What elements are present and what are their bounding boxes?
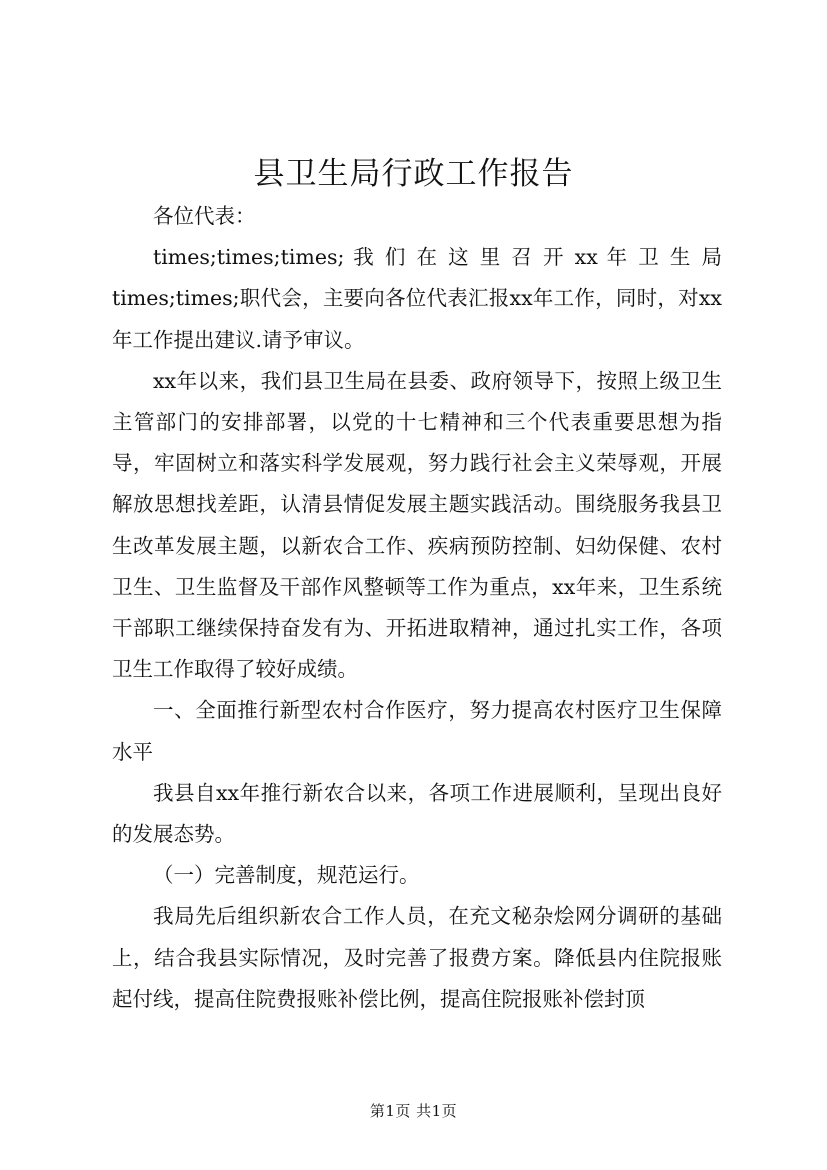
page-footer: 第1页 共1页 <box>369 1102 458 1120</box>
paragraph: 我县自xx年推行新农合以来，各项工作进展顺利，呈现出良好的发展态势。 <box>112 780 722 847</box>
paragraph: times;times;times; 我 们 在 这 里 召 开 xx 年 卫 生 局 times;times;职代会，主要向各位代表汇报xx年工作，同时，对xx年工作提出建议.请予审议。 <box>112 245 722 352</box>
section-heading: 一、全面推行新型农村合作医疗，努力提高农村医疗卫生保障水平 <box>112 698 722 764</box>
document-body <box>112 196 722 1020</box>
paragraph: 我局先后组织新农合工作人员，在充文秘杂烩网分调研的基础上，结合我县实际情况，及时完善了报费方案。降低县内住院报账起付线，提高住院费报账补偿比例，提高住院报账补偿封顶 <box>112 904 722 1011</box>
paragraph: xx年以来，我们县卫生局在县委、政府领导下，按照上级卫生主管部门的安排部署，以党的十七精神和三个代表重要思想为指导，牢固树立和落实科学发展观，努力践行社会主义荣辱观，开展解放思想找差距，认清县情促发展主题实践活动。围绕服务我县卫生改革发展主题，以新农合工作、疾病预防控制、妇幼保健、农村卫生、卫生监督及干部作风整顿等工作为重点，xx年来，卫生系统干部职工继续保持奋发有为、开拓进取精神，通过扎实工作，各项卫生工作取得了较好成绩。 <box>112 368 722 682</box>
document-title: 县卫生局行政工作报告 <box>253 156 574 192</box>
salutation-paragraph: 各位代表： <box>153 204 256 228</box>
subsection-heading: （一）完善制度，规范运行。 <box>153 863 420 888</box>
